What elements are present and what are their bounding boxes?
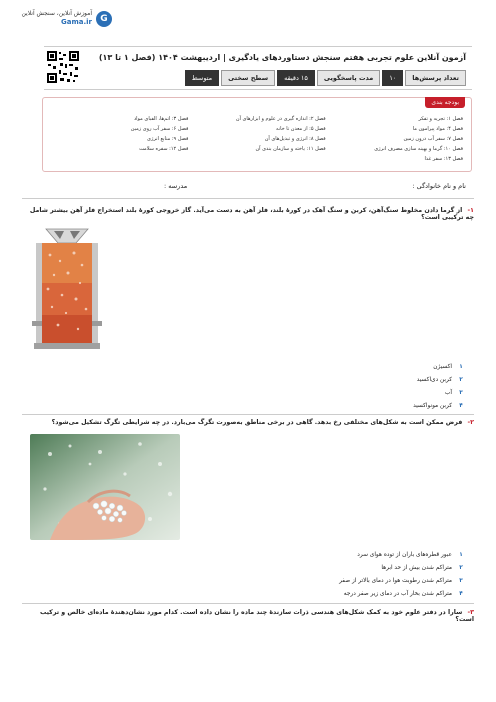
divider bbox=[22, 603, 474, 604]
option-3[interactable] bbox=[445, 390, 466, 396]
option-text: عبور قطره‌های باران از توده هوای سرد bbox=[357, 552, 452, 558]
question-1 bbox=[22, 207, 474, 221]
chapter-item: فصل ۴: مواد پیرامون ما bbox=[412, 126, 463, 132]
question-2 bbox=[22, 419, 474, 426]
site-logo[interactable] bbox=[21, 10, 112, 27]
chapter-list bbox=[51, 116, 463, 162]
chapter-item: فصل ۲: اندازه گیری در علوم و ابزارهای آن bbox=[235, 116, 326, 122]
chapter-budget-badge: بودجه بندی bbox=[425, 97, 465, 108]
question-text: فرض ممکن است به شکل‌های مختلفی رخ بدهد. گاهی در برخی مناطق به‌صورت تگرگ می‌بارد. در چه شرایطی تگرگ تشکیل می‌شود؟ bbox=[51, 419, 463, 426]
chapter-item: فصل ۱۲: سفره سلامت bbox=[139, 146, 189, 152]
chapter-budget-box bbox=[42, 97, 472, 172]
logo-text: آموزش آنلاین، سنجش آنلاین Gama.ir bbox=[21, 10, 92, 26]
time-value: ۱۵ دقیقه bbox=[277, 70, 315, 86]
question-text: سارا در دفتر علوم خود به کمک شکل‌های هندسی ذرات سازندهٔ چند ماده را نشان داده است. کدام مورد نشان‌دهندهٔ ماده‌ای خالص و ترکیب است؟ bbox=[39, 609, 474, 623]
question-number: ۱- bbox=[467, 207, 474, 214]
qr-code-icon bbox=[46, 50, 80, 84]
option-1[interactable] bbox=[433, 364, 466, 370]
chapter-item: فصل ۵: از معدن تا خانه bbox=[276, 126, 326, 132]
option-number: ۲ bbox=[459, 377, 463, 383]
question-count-label: تعداد پرسش‌ها bbox=[405, 70, 466, 86]
blast-furnace-illustration bbox=[30, 225, 104, 353]
chapter-item: فصل ۱۰: گرما و بهینه سازی مصرف انرژی bbox=[374, 146, 463, 152]
difficulty-label: سطح سختی bbox=[221, 70, 275, 86]
option-text: متراکم شدن رطوبت هوا در دمای بالاتر از صفر bbox=[339, 578, 452, 584]
question-number: ۲- bbox=[467, 419, 474, 426]
chapter-item: فصل ۳: اتم‌ها، الفبای مواد bbox=[133, 116, 189, 122]
option-number: ۱ bbox=[459, 552, 463, 558]
option-text: متراکم شدن بیش از حد ابرها bbox=[381, 565, 452, 571]
option-number: ۴ bbox=[459, 403, 463, 409]
question-3 bbox=[22, 609, 474, 623]
hailstones-photo bbox=[30, 434, 180, 540]
exam-meta bbox=[185, 70, 466, 86]
option-number: ۴ bbox=[459, 591, 463, 597]
student-info-row bbox=[44, 182, 466, 190]
time-label: مدت پاسخگویی bbox=[317, 70, 380, 86]
option-3[interactable] bbox=[339, 578, 466, 584]
option-text: کربن مونواکسید bbox=[413, 403, 452, 409]
option-number: ۳ bbox=[459, 390, 463, 396]
option-number: ۳ bbox=[459, 578, 463, 584]
option-2[interactable] bbox=[417, 377, 466, 383]
chapter-item: فصل ۱: تجربه و تفکر bbox=[418, 116, 463, 122]
option-4[interactable] bbox=[344, 591, 466, 597]
option-4[interactable] bbox=[413, 403, 466, 409]
option-2[interactable] bbox=[381, 565, 466, 571]
logo-icon: G bbox=[96, 11, 112, 27]
divider bbox=[22, 414, 474, 415]
chapter-item: فصل ۱۱: یاخته و سازمان بندی آن bbox=[255, 146, 326, 152]
difficulty-value: متوسط bbox=[185, 70, 219, 86]
question-text: از گرما دادن مخلوط سنگ‌آهن، کربن و سنگ آهک در کورهٔ بلند، فلز آهن به دست می‌آید. گاز خروجی کورهٔ بلند استخراج فلز آهن بیشتر شامل چه ترکیبی است؟ bbox=[29, 207, 474, 221]
chapter-item: فصل ۶: سفر آب روی زمین bbox=[130, 126, 189, 132]
option-text: متراکم شدن بخار آب در دمای زیر صفر درجه bbox=[343, 591, 452, 597]
option-text: کربن دی‌اکسید bbox=[416, 377, 452, 383]
option-1[interactable] bbox=[357, 552, 466, 558]
option-text: آب bbox=[444, 390, 452, 396]
option-number: ۲ bbox=[459, 565, 463, 571]
question-count-value: ۱۰ bbox=[382, 70, 403, 86]
chapter-item: فصل ۸: انرژی و تبدیل‌های آن bbox=[264, 136, 326, 142]
divider bbox=[22, 198, 474, 199]
question-number: ۳- bbox=[467, 609, 474, 616]
exam-title: آزمون آنلاین علوم تجربی هفتم سنجش دستاوردهای یادگیری | اردیبهشت ۱۴۰۴ (فصل ۱ تا ۱۳) bbox=[98, 53, 466, 62]
chapter-item: فصل ۷: سفر آب درون زمین bbox=[403, 136, 463, 142]
student-name-label[interactable]: نام و نام خانوادگی : bbox=[412, 182, 466, 190]
chapter-item: فصل ۱۳: سفر غذا bbox=[424, 156, 463, 162]
school-name-label[interactable]: مدرسه : bbox=[164, 182, 188, 190]
option-text: اکسیژن bbox=[433, 364, 452, 370]
chapter-item: فصل ۹: منابع انرژی bbox=[147, 136, 189, 142]
option-number: ۱ bbox=[459, 364, 463, 370]
